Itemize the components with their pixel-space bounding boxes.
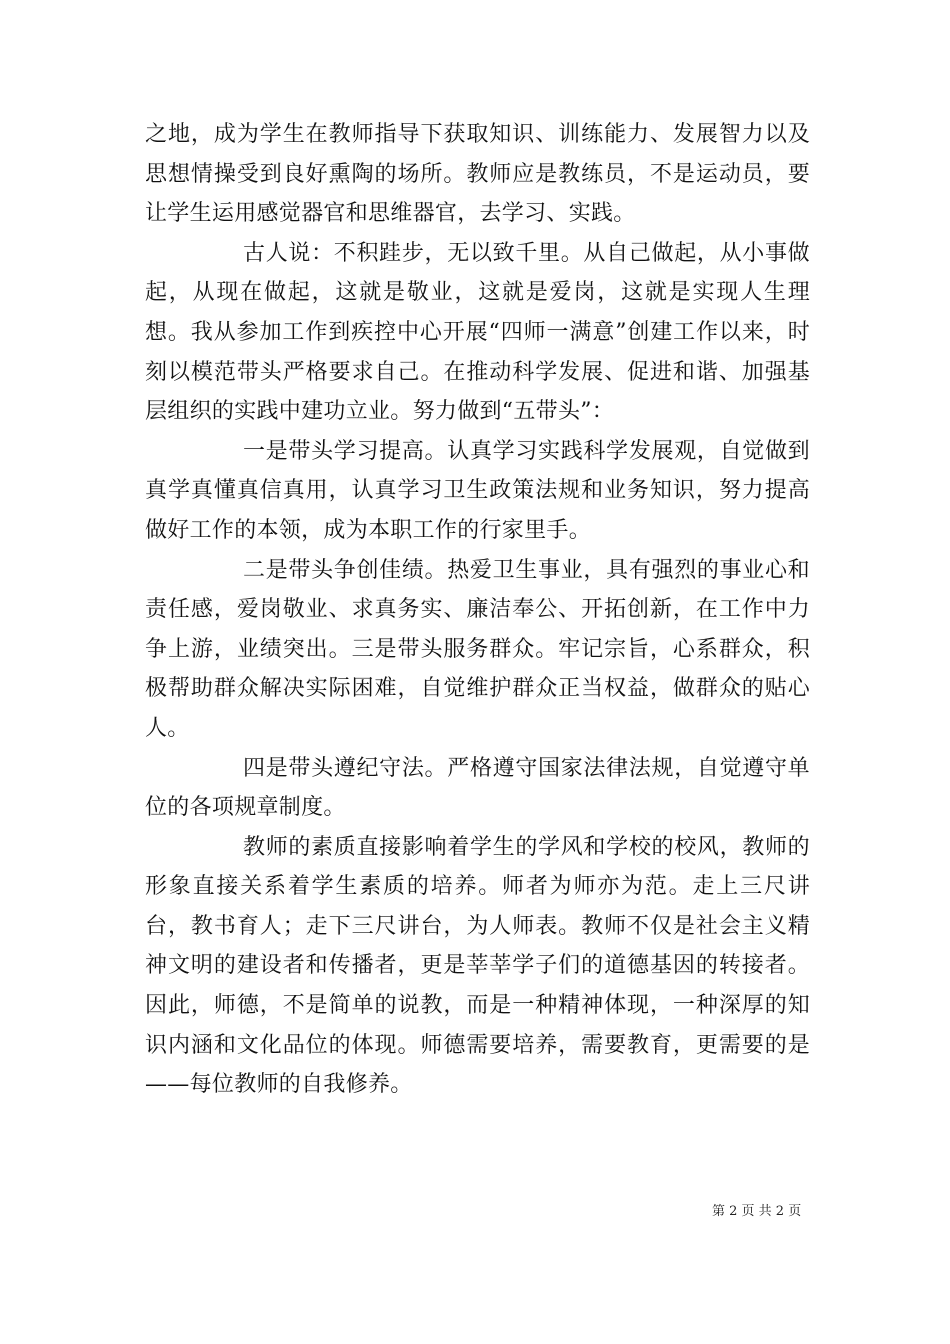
paragraph-3: 一是带头学习提高。认真学习实践科学发展观，自觉做到真学真懂真信真用，认真学习卫生政策法规和业务知识，努力提高做好工作的本领，成为本职工作的行家里手。	[145, 438, 810, 543]
document-body	[145, 115, 810, 1105]
paragraph-4: 二是带头争创佳绩。热爱卫生事业，具有强烈的事业心和责任感，爱岗敬业、求真务实、廉洁奉公、开拓创新，在工作中力争上游，业绩突出。三是带头服务群众。牢记宗旨，心系群众，积极帮助群众解决实际困难，自觉维护群众正当权益，做群众的贴心人。	[145, 557, 810, 741]
page-number-footer: 第 2 页 共 2 页	[712, 1204, 802, 1219]
paragraph-5: 四是带头遵纪守法。严格遵守国家法律法规，自觉遵守单位的各项规章制度。	[145, 755, 810, 821]
paragraph-2: 古人说：不积跬步，无以致千里。从自己做起，从小事做起，从现在做起，这就是敬业，这就是爱岗，这就是实现人生理想。我从参加工作到疾控中心开展“四师一满意”创建工作以来，时刻以模范带头严格要求自己。在推动科学发展、促进和谐、加强基层组织的实践中建功立业。努力做到“五带头”：	[145, 240, 810, 425]
paragraph-6: 教师的素质直接影响着学生的学风和学校的校风，教师的形象直接关系着学生素质的培养。师者为师亦为范。走上三尺讲台，教书育人；走下三尺讲台，为人师表。教师不仅是社会主义精神文明的建设者和传播者，更是莘莘学子们的道德基因的转接者。因此，师德，不是简单的说教，而是一种精神体现，一种深厚的知识内涵和文化品位的体现。师德需要培养，需要教育，更需要的是——每位教师的自我修养。	[145, 834, 810, 1098]
paragraph-1: 之地，成为学生在教师指导下获取知识、训练能力、发展智力以及思想情操受到良好熏陶的场所。教师应是教练员，不是运动员，要让学生运用感觉器官和思维器官，去学习、实践。	[145, 122, 810, 227]
